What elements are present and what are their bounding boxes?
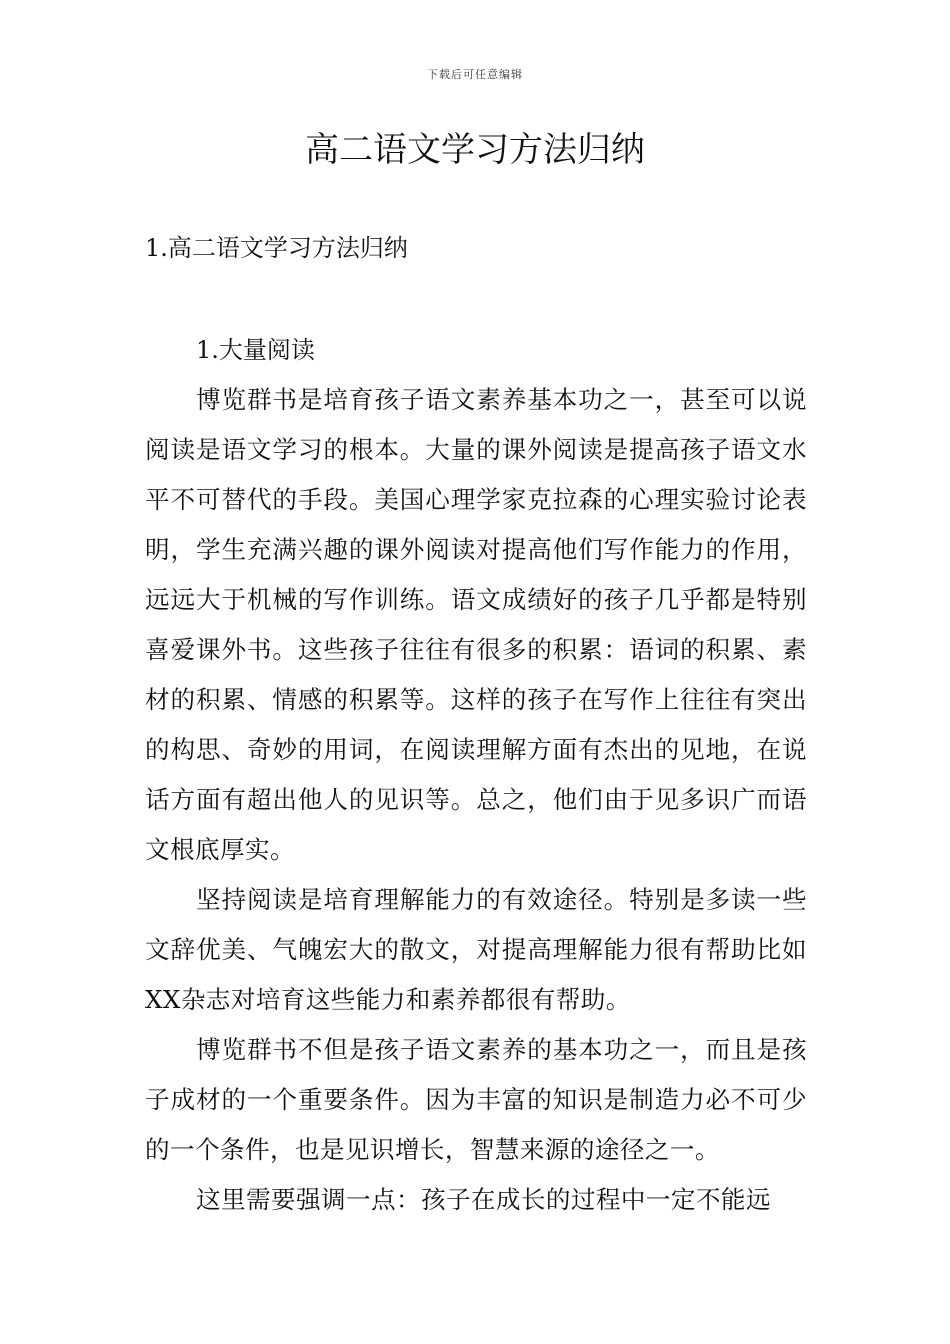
paragraph: 这里需要强调一点：孩子在成长的过程中一定不能远 — [196, 1185, 771, 1214]
paragraph: 博览群书不但是孩子语文素养的基本功之一，而且是孩子成材的一个重要条件。因为丰富的知识是制造力必不可少的一个条件，也是见识增长，智慧来源的途径之一。 — [145, 1035, 807, 1164]
body-text — [145, 375, 807, 1225]
paragraph: 坚持阅读是培育理解能力的有效途径。特别是多读一些文辞优美、气魄宏大的散文，对提高理解能力很有帮助比如XX杂志对培育这些能力和素养都很有帮助。 — [145, 885, 807, 1014]
paragraph: 博览群书是培育孩子语文素养基本功之一，甚至可以说阅读是语文学习的根本。大量的课外阅读是提高孩子语文水平不可替代的手段。美国心理学家克拉森的心理实验讨论表明，学生充满兴趣的课外阅读对提高他们写作能力的作用，远远大于机械的写作训练。语文成绩好的孩子几乎都是特别喜爱课外书。这些孩子往往有很多的积累：语词的积累、素材的积累、情感的积累等。这样的孩子在写作上往往有突出的构思、奇妙的用词，在阅读理解方面有杰出的见地，在说话方面有超出他人的见识等。总之，他们由于见多识广而语文根底厚实。 — [145, 385, 807, 864]
header-note: 下载后可任意编辑 — [427, 68, 523, 81]
sub-heading: 1.大量阅读 — [196, 336, 315, 364]
page-title: 高二语文学习方法归纳 — [305, 130, 645, 170]
section-heading: 1.高二语文学习方法归纳 — [145, 234, 408, 262]
